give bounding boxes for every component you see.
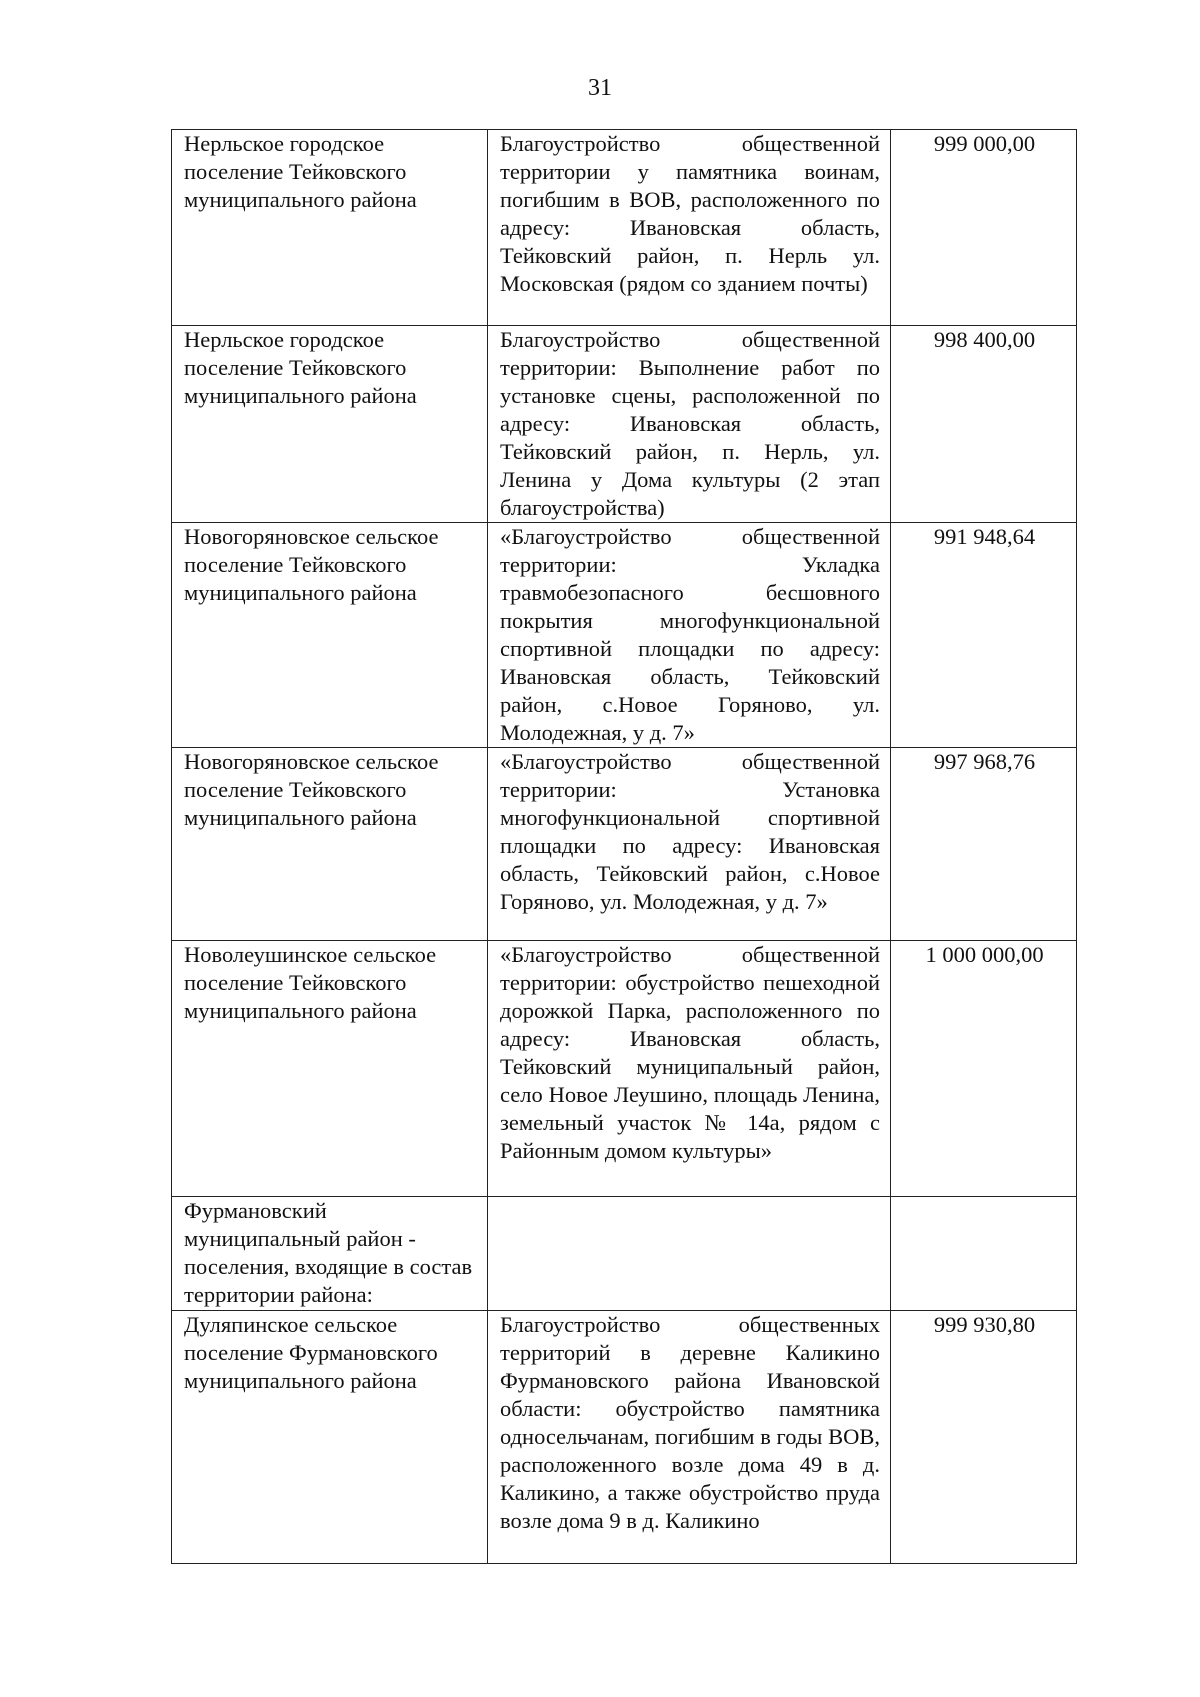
page-number: 31 bbox=[588, 75, 612, 101]
settlement-name-cell: Новолеушинское сельское поселение Тейковского муниципального района bbox=[172, 941, 488, 1197]
district-heading-cell: Фурмановский муниципальный район - поселения, входящие в состав территории района: bbox=[172, 1197, 488, 1311]
amount-cell: 1 000 000,00 bbox=[891, 941, 1077, 1197]
table-row bbox=[172, 1311, 1077, 1564]
settlement-name-cell: Новогоряновское сельское поселение Тейковского муниципального района bbox=[172, 523, 488, 748]
amount-cell: 999 930,80 bbox=[891, 1311, 1077, 1564]
project-description-cell: Благоустройство общественной территории у памятника воинам, погибшим в ВОВ, расположенного по адресу: Ивановская область, Тейковский район, п. Нерль ул. Московская (рядом со зданием почты) bbox=[488, 130, 891, 326]
settlement-name-cell: Нерльское городское поселение Тейковского муниципального района bbox=[172, 326, 488, 523]
table-row bbox=[172, 523, 1077, 748]
amount-cell: 999 000,00 bbox=[891, 130, 1077, 326]
project-description-cell: «Благоустройство общественной территории: обустройство пешеходной дорожкой Парка, расположенного по адресу: Ивановская область, Тейковский муниципальный район, село Новое Леушино, площадь Ленина, земельный участок № 14а, рядом с Районным домом культуры» bbox=[488, 941, 891, 1197]
project-description-cell bbox=[488, 1197, 891, 1311]
table-row bbox=[172, 1197, 1077, 1311]
project-description-cell: «Благоустройство общественной территории: Установка многофункциональной спортивной площадки по адресу: Ивановская область, Тейковский район, с.Новое Горяново, ул. Молодежная, у д. 7» bbox=[488, 748, 891, 941]
table-row bbox=[172, 326, 1077, 523]
amount-cell bbox=[891, 1197, 1077, 1311]
amount-cell: 997 968,76 bbox=[891, 748, 1077, 941]
settlement-name-cell: Новогоряновское сельское поселение Тейковского муниципального района bbox=[172, 748, 488, 941]
project-description-cell: «Благоустройство общественной территории: Укладка травмобезопасного бесшовного покрытия многофункциональной спортивной площадки по адресу: Ивановская область, Тейковский район, с.Новое Горяново, ул. Молодежная, у д. 7» bbox=[488, 523, 891, 748]
settlement-name-cell: Дуляпинское сельское поселение Фурмановского муниципального района bbox=[172, 1311, 488, 1564]
settlement-name-cell: Нерльское городское поселение Тейковского муниципального района bbox=[172, 130, 488, 326]
table-row bbox=[172, 130, 1077, 326]
project-description-cell: Благоустройство общественных территорий в деревне Каликино Фурмановского района Ивановской области: обустройство памятника односельчанам, погибшим в годы ВОВ, расположенного возле дома 49 в д. Каликино, а также обустройство пруда возле дома 9 в д. Каликино bbox=[488, 1311, 891, 1564]
project-description-cell: Благоустройство общественной территории: Выполнение работ по установке сцены, расположенной по адресу: Ивановская область, Тейковский район, п. Нерль, ул. Ленина у Дома культуры (2 этап благоустройства) bbox=[488, 326, 891, 523]
settlements-table bbox=[171, 129, 1077, 1564]
amount-cell: 998 400,00 bbox=[891, 326, 1077, 523]
table-row bbox=[172, 941, 1077, 1197]
table-row bbox=[172, 748, 1077, 941]
amount-cell: 991 948,64 bbox=[891, 523, 1077, 748]
